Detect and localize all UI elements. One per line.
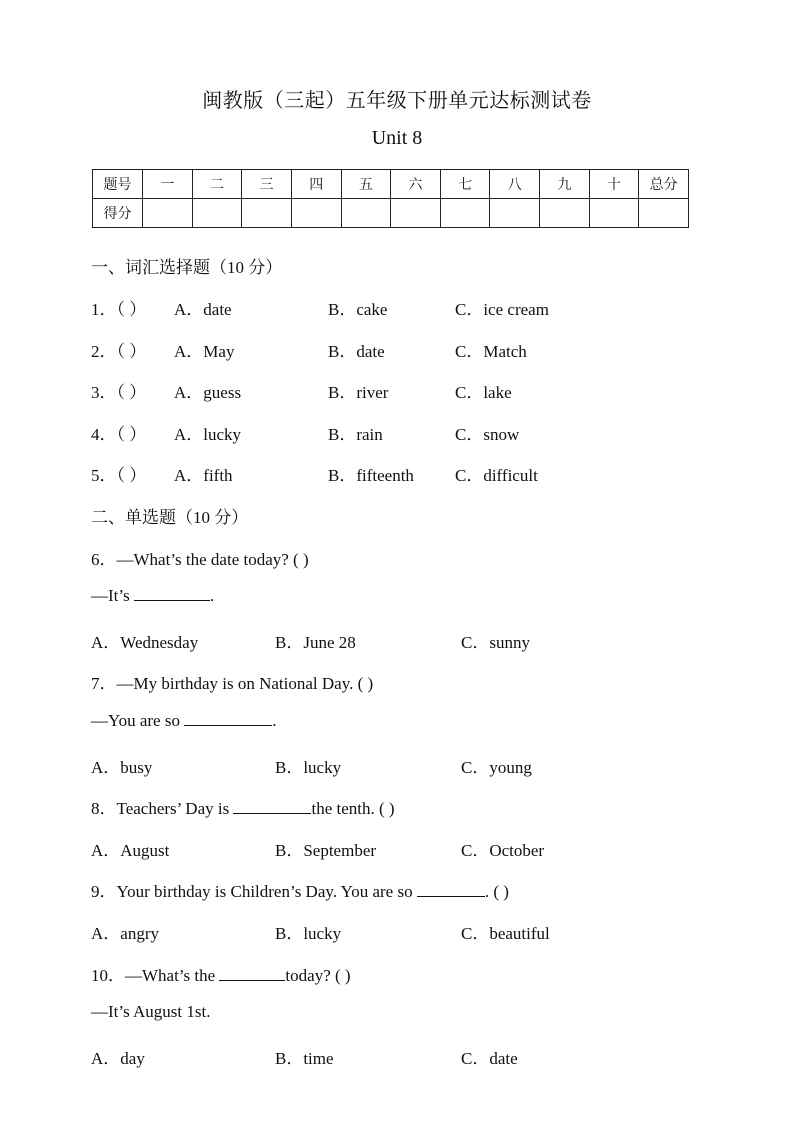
- score-header-cell: 总分: [639, 170, 689, 199]
- option-a: A．day: [91, 1049, 145, 1068]
- option-b: B．June 28: [275, 633, 356, 652]
- score-cell: [291, 199, 341, 228]
- score-table-score-row: [93, 199, 689, 228]
- score-cell: [242, 199, 292, 228]
- score-table-header-row: [93, 170, 689, 199]
- option-c: C．snow: [455, 425, 520, 444]
- option-a: A．angry: [91, 924, 159, 943]
- option-b: B．date: [328, 342, 385, 361]
- stem-part: the tenth. ( ): [311, 799, 395, 818]
- score-cell: [540, 199, 590, 228]
- section2-heading: 二、单选题（10 分）: [91, 508, 249, 527]
- fill-blank: [134, 586, 210, 601]
- option-b: B．cake: [328, 300, 388, 319]
- fill-blank: [417, 882, 485, 897]
- fill-blank: [233, 799, 311, 814]
- option-c: C．young: [461, 758, 532, 777]
- question-stem: [91, 961, 351, 986]
- option-c: C．difficult: [455, 466, 538, 485]
- option-b: B．lucky: [275, 758, 342, 777]
- question-number: 1．（ ）: [91, 300, 147, 319]
- question-number: 3．（ ）: [91, 383, 147, 402]
- option-c: C．lake: [455, 383, 512, 402]
- answer-suffix: .: [209, 586, 215, 605]
- score-cell: [440, 199, 490, 228]
- score-table: [92, 169, 689, 228]
- answer-line: [91, 586, 214, 606]
- option-c: C．date: [461, 1049, 518, 1068]
- option-b: B．river: [328, 383, 389, 402]
- option-a: A．busy: [91, 758, 153, 777]
- option-a: A．guess: [174, 383, 242, 402]
- question-stem: 7．—My birthday is on National Day. ( ): [91, 674, 374, 693]
- option-b: B．time: [275, 1049, 334, 1068]
- score-header-cell: 题号: [93, 170, 143, 199]
- answer-line: [91, 711, 276, 731]
- option-a: A．lucky: [174, 425, 242, 444]
- section1-heading: 一、词汇选择题（10 分）: [91, 258, 283, 277]
- question-stem: 6．—What’s the date today? ( ): [91, 550, 309, 569]
- stem-part: 10．—What’s the: [91, 966, 220, 985]
- score-cell: [490, 199, 540, 228]
- unit-subtitle: Unit 8: [371, 127, 423, 149]
- score-cell: [639, 199, 689, 228]
- score-header-cell: 八: [490, 170, 540, 199]
- question-number: 5．（ ）: [91, 466, 147, 485]
- score-header-cell: 四: [291, 170, 341, 199]
- option-b: B．September: [275, 841, 377, 860]
- score-header-cell: 二: [192, 170, 242, 199]
- score-header-cell: 六: [391, 170, 441, 199]
- question-number: 4．（ ）: [91, 425, 147, 444]
- answer-prefix: —You are so: [91, 711, 185, 730]
- option-a: A．Wednesday: [91, 633, 199, 652]
- option-a: A．date: [174, 300, 232, 319]
- stem-part: . ( ): [484, 882, 509, 901]
- score-cell: [143, 199, 193, 228]
- score-cell: [391, 199, 441, 228]
- option-a: A．fifth: [174, 466, 233, 485]
- score-cell: [341, 199, 391, 228]
- stem-part: today? ( ): [285, 966, 351, 985]
- option-c: C．Match: [455, 342, 527, 361]
- option-a: A．August: [91, 841, 170, 860]
- score-row-label: 得分: [93, 199, 143, 228]
- stem-part: 8．Teachers’ Day is: [91, 799, 234, 818]
- option-c: C．sunny: [461, 633, 530, 652]
- option-c: C．ice cream: [455, 300, 549, 319]
- question-stem: [91, 794, 395, 819]
- option-c: C．beautiful: [461, 924, 550, 943]
- fill-blank: [219, 966, 285, 981]
- question-number: 2．（ ）: [91, 342, 147, 361]
- fill-blank: [184, 711, 272, 726]
- option-b: B．rain: [328, 425, 383, 444]
- option-b: B．fifteenth: [328, 466, 414, 485]
- score-header-cell: 九: [540, 170, 590, 199]
- score-header-cell: 三: [242, 170, 292, 199]
- score-header-cell: 一: [143, 170, 193, 199]
- answer-suffix: .: [272, 711, 277, 730]
- option-c: C．October: [461, 841, 545, 860]
- page-title: 闽教版（三起）五年级下册单元达标测试卷: [202, 90, 592, 112]
- score-header-cell: 七: [440, 170, 490, 199]
- score-header-cell: 十: [589, 170, 639, 199]
- option-a: A．May: [174, 342, 235, 361]
- option-b: B．lucky: [275, 924, 342, 943]
- score-cell: [589, 199, 639, 228]
- answer-prefix: —It’s: [91, 586, 134, 605]
- score-header-cell: 五: [341, 170, 391, 199]
- stem-part: 9．Your birthday is Children’s Day. You are so: [91, 882, 417, 901]
- question-stem: [91, 877, 509, 902]
- score-cell: [192, 199, 242, 228]
- answer-line: —It’s August 1st.: [91, 1002, 211, 1021]
